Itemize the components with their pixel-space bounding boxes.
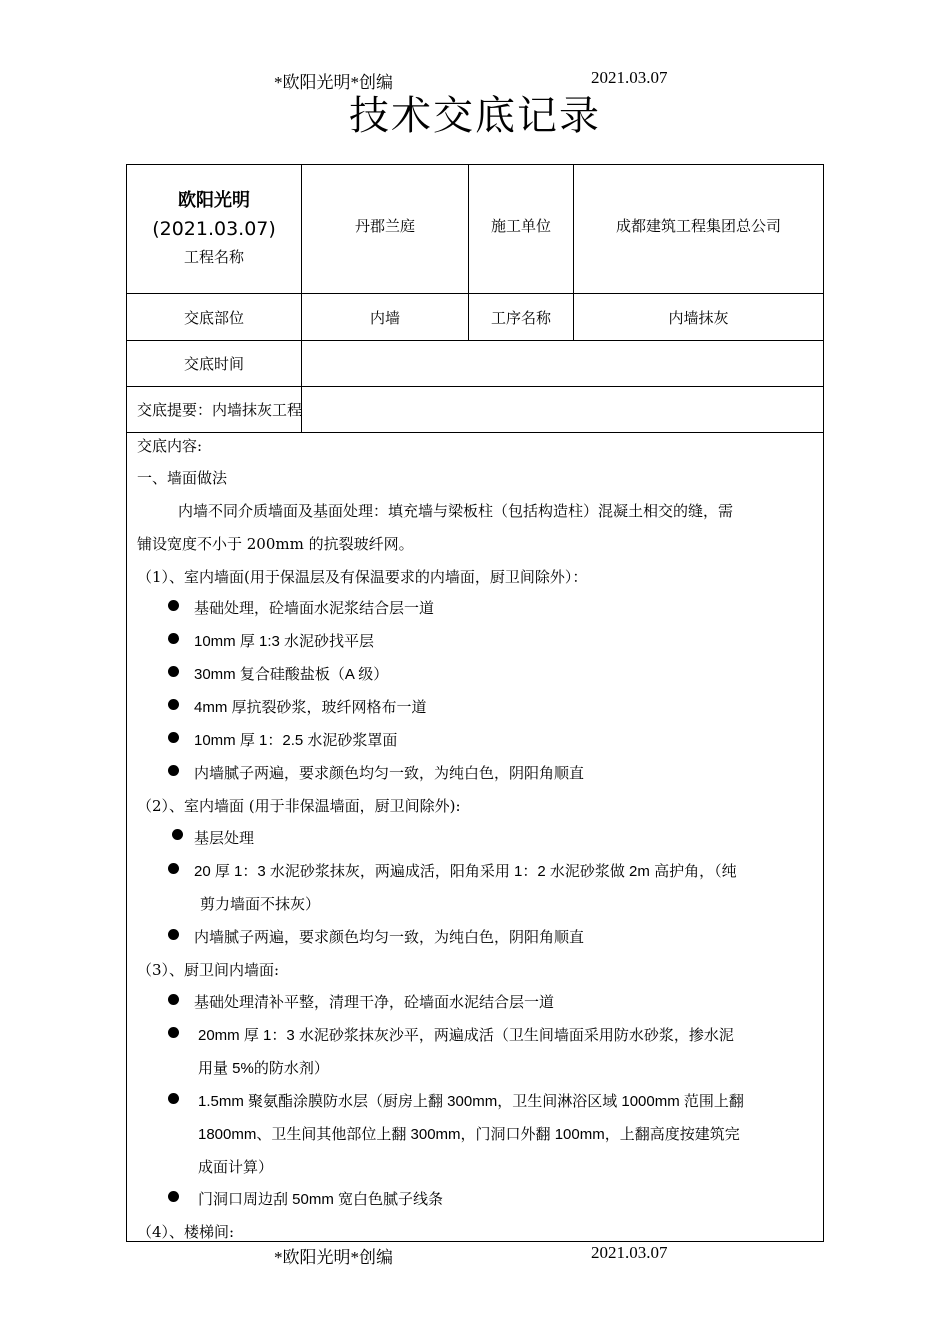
list-item: 10mm 厚 1:3 水泥砂找平层 xyxy=(194,633,375,650)
list-item-continuation: 成面计算） xyxy=(198,1159,274,1176)
footer-author: *欧阳光明*创编 xyxy=(274,1248,393,1267)
content-heading: 交底内容: xyxy=(137,437,203,455)
subsection-3-title: （3）、厨卫间内墙面: xyxy=(137,961,280,979)
footer-date: 2021.03.07 xyxy=(591,1243,668,1262)
bullet xyxy=(168,765,179,776)
header-date: 2021.03.07 xyxy=(591,68,668,87)
bullet xyxy=(168,1191,179,1202)
process-label: 工序名称 xyxy=(490,308,551,327)
list-item: 30mm 复合硅酸盐板（A 级） xyxy=(194,666,389,683)
list-item: 基层处理 xyxy=(194,830,255,847)
list-item: 基础处理，砼墙面水泥浆结合层一道 xyxy=(194,600,435,617)
list-item-continuation: 1800mm、卫生间其他部位上翻 300mm，门洞口外翻 100mm，上翻高度按建筑完 xyxy=(198,1126,740,1143)
project-label-cell xyxy=(127,165,301,293)
list-item-continuation: 剪力墙面不抹灰） xyxy=(200,896,321,913)
header-author: *欧阳光明*创编 xyxy=(274,73,393,92)
author-name: 欧阳光明 xyxy=(178,190,250,211)
subsection-2-title: （2）、室内墙面 (用于非保温墙面，厨卫间除外): xyxy=(137,797,461,815)
bullet xyxy=(168,863,179,874)
bullet xyxy=(168,994,179,1005)
summary: 交底提要：内墙抹灰工程 xyxy=(137,401,303,419)
list-item: 内墙腻子两遍，要求颜色均匀一致，为纯白色，阴阳角顺直 xyxy=(194,765,585,782)
author-date: (2021.03.07) xyxy=(152,218,276,240)
subsection-4-title: （4）、楼梯间: xyxy=(137,1223,235,1241)
bullet xyxy=(168,600,179,611)
list-item-continuation: 用量 5%的防水剂） xyxy=(198,1060,329,1077)
bullet xyxy=(172,829,183,840)
list-item: 内墙腻子两遍，要求颜色均匀一致，为纯白色，阴阳角顺直 xyxy=(194,929,585,946)
intro-line-1: 内墙不同介质墙面及基面处理：填充墙与梁板柱（包括构造柱）混凝土相交的缝，需 xyxy=(178,502,734,520)
project-value: 丹郡兰庭 xyxy=(354,216,415,235)
document-title: 技术交底记录 xyxy=(349,93,601,139)
list-item: 10mm 厚 1：2.5 水泥砂浆罩面 xyxy=(194,732,398,749)
list-item: 1.5mm 聚氨酯涂膜防水层（厨房上翻 300mm，卫生间淋浴区域 1000mm 范围上翻 xyxy=(198,1093,744,1110)
section-heading-1: 一、墙面做法 xyxy=(137,469,228,487)
row-divider xyxy=(127,432,823,433)
bullet xyxy=(168,633,179,644)
intro-line-2: 铺设宽度不小于 200mm 的抗裂玻纤网。 xyxy=(137,535,414,553)
bullet xyxy=(168,732,179,743)
process-value: 内墙抹灰 xyxy=(668,308,729,327)
list-item: 基础处理清补平整，清理干净，砼墙面水泥结合层一道 xyxy=(194,994,555,1011)
contractor-label: 施工单位 xyxy=(490,216,551,235)
project-label: 工程名称 xyxy=(183,248,244,266)
bullet xyxy=(168,929,179,940)
subsection-1-title: （1）、室内墙面(用于保温层及有保温要求的内墙面，厨卫间除外）： xyxy=(137,568,588,586)
contractor-value: 成都建筑工程集团总公司 xyxy=(615,216,781,235)
bullet xyxy=(168,666,179,677)
bullet xyxy=(168,1027,179,1038)
list-item: 门洞口周边刮 50mm 宽白色腻子线条 xyxy=(198,1191,444,1208)
list-item: 20mm 厚 1：3 水泥砂浆抹灰沙平，两遍成活（卫生间墙面采用防水砂浆，掺水泥 xyxy=(198,1027,734,1044)
time-value xyxy=(302,341,823,386)
bullet xyxy=(168,1093,179,1104)
list-item: 4mm 厚抗裂砂浆，玻纤网格布一道 xyxy=(194,699,427,716)
bullet xyxy=(168,699,179,710)
time-label: 交底时间 xyxy=(183,355,244,373)
location-value: 内墙 xyxy=(369,308,400,327)
list-item: 20 厚 1：3 水泥砂浆抹灰，两遍成活，阳角采用 1：2 水泥砂浆做 2m 高护角，（纯 xyxy=(194,863,737,880)
location-label: 交底部位 xyxy=(183,308,244,327)
